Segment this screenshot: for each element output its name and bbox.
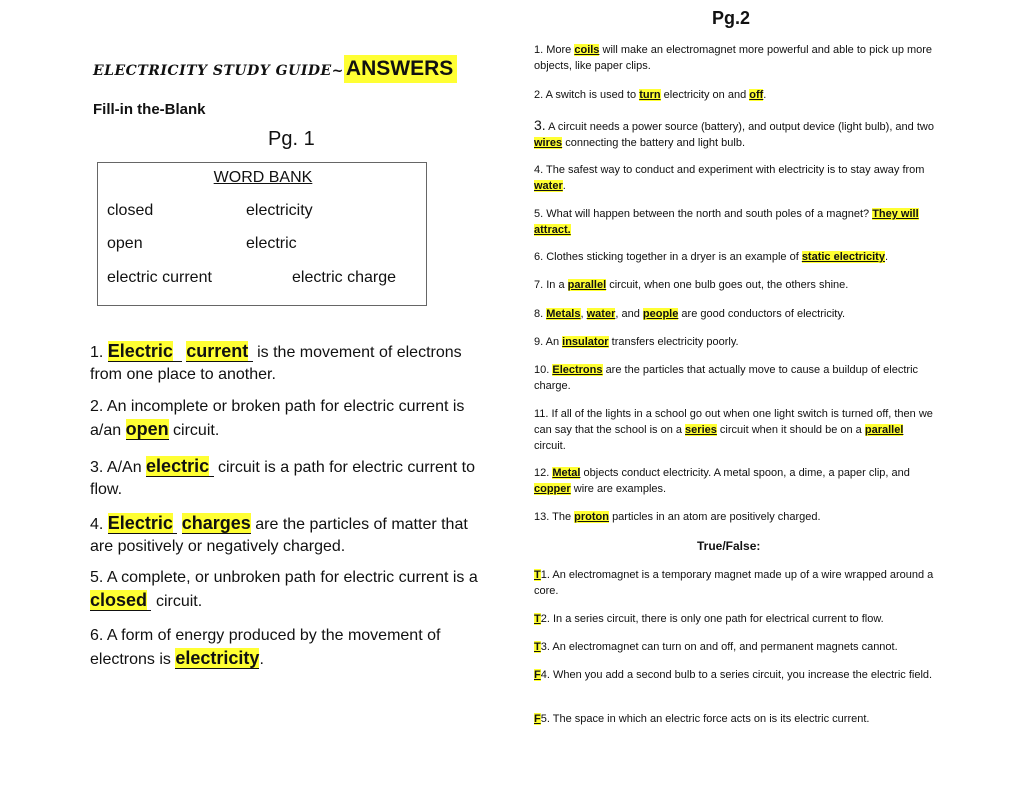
tf-item-1: T1. An electromagnet is a temporary magnet made up of a wire wrapped around a core.: [534, 569, 934, 597]
item-12: 12. Metal objects conduct electricity. A metal spoon, a dime, a paper clip, and copper wire are examples.: [534, 467, 910, 495]
answer-highlight: electricity: [175, 648, 260, 668]
item-8: 8. Metals, water, and people are good conductors of electricity.: [534, 308, 846, 320]
guide-title: [93, 57, 457, 81]
item-9: 9. An insulator transfers electricity poorly.: [534, 336, 739, 348]
question-4: 4. Electric charges are the particles of matter that are positively or negatively charged.: [90, 513, 468, 555]
guide-title-highlight: ANSWERS: [344, 55, 457, 83]
word-bank-word: electric: [246, 235, 297, 252]
tf-item-4: F4. When you add a second bulb to a series circuit, you increase the electric field.: [534, 669, 933, 681]
item-11: 11. If all of the lights in a school go out when one light switch is turned off, then we can say that the school is on a series circuit when it should be on a parallel circuit.: [534, 408, 933, 452]
page-label-1: Pg. 1: [268, 128, 315, 150]
item-6: 6. Clothes sticking together in a dryer is an example of static electricity.: [534, 251, 889, 263]
question-5: 5. A complete, or unbroken path for electric current is a closed circuit.: [90, 569, 478, 610]
word-bank-title: WORD BANK: [213, 169, 313, 186]
page-label-2: Pg.2: [712, 8, 751, 28]
section-subtitle: Fill-in the-Blank: [93, 101, 206, 118]
item-1: 1. More coils will make an electromagnet more powerful and able to pick up more objects, like paper clips.: [534, 44, 933, 72]
answer-highlight: Electric: [107, 513, 173, 533]
answer-highlight: electric: [146, 456, 210, 476]
guide-title-main: ELECTRICITY STUDY GUIDE~: [93, 63, 344, 79]
true-false-title: True/False:: [697, 539, 761, 553]
item-2: 2. A switch is used to turn electricity on and off.: [534, 89, 767, 101]
word-bank-word: electric current: [107, 269, 212, 286]
tf-answer: T: [534, 613, 541, 625]
answer-highlight: closed: [90, 590, 148, 610]
question-6: 6. A form of energy produced by the movement of electrons is electricity.: [90, 627, 441, 668]
answer-highlight: open: [125, 419, 169, 439]
item-7: 7. In a parallel circuit, when one bulb goes out, the others shine.: [534, 279, 849, 291]
tf-answer: F: [534, 669, 541, 681]
word-bank-box: [97, 162, 427, 306]
item-13: 13. The proton particles in an atom are positively charged.: [534, 511, 821, 523]
item-10: 10. Electrons are the particles that actually move to cause a buildup of electric charge.: [534, 364, 919, 392]
question-2: 2. An incomplete or broken path for electric current is a/an open circuit.: [90, 398, 465, 439]
question-1: 1. Electric current is the movement of electrons from one place to another.: [90, 341, 462, 383]
word-bank-word: open: [107, 235, 143, 252]
tf-item-2: T2. In a series circuit, there is only one path for electrical current to flow.: [534, 613, 884, 625]
tf-item-5: F5. The space in which an electric force acts on is its electric current.: [534, 713, 870, 725]
answer-highlight: charges: [181, 513, 251, 533]
word-bank-word: closed: [107, 202, 154, 219]
answer-highlight: current: [186, 341, 249, 361]
word-bank-word: electric charge: [292, 269, 397, 286]
item-3: 3. A circuit needs a power source (battery), and output device (light bulb), and two wires connecting the battery and light bulb.: [534, 117, 934, 149]
item-4: 4. The safest way to conduct and experiment with electricity is to stay away from water.: [534, 164, 925, 192]
question-3: 3. A/An electric circuit is a path for electric current to flow.: [90, 456, 475, 498]
tf-answer: T: [534, 641, 541, 653]
tf-answer: T: [534, 569, 541, 581]
tf-answer: F: [534, 713, 541, 725]
tf-item-3: T3. An electromagnet can turn on and off, and permanent magnets cannot.: [534, 641, 898, 653]
word-bank-word: electricity: [246, 202, 313, 219]
answer-highlight: Electric: [107, 341, 173, 361]
item-5: 5. What will happen between the north and south poles of a magnet? They will attract.: [534, 208, 919, 236]
